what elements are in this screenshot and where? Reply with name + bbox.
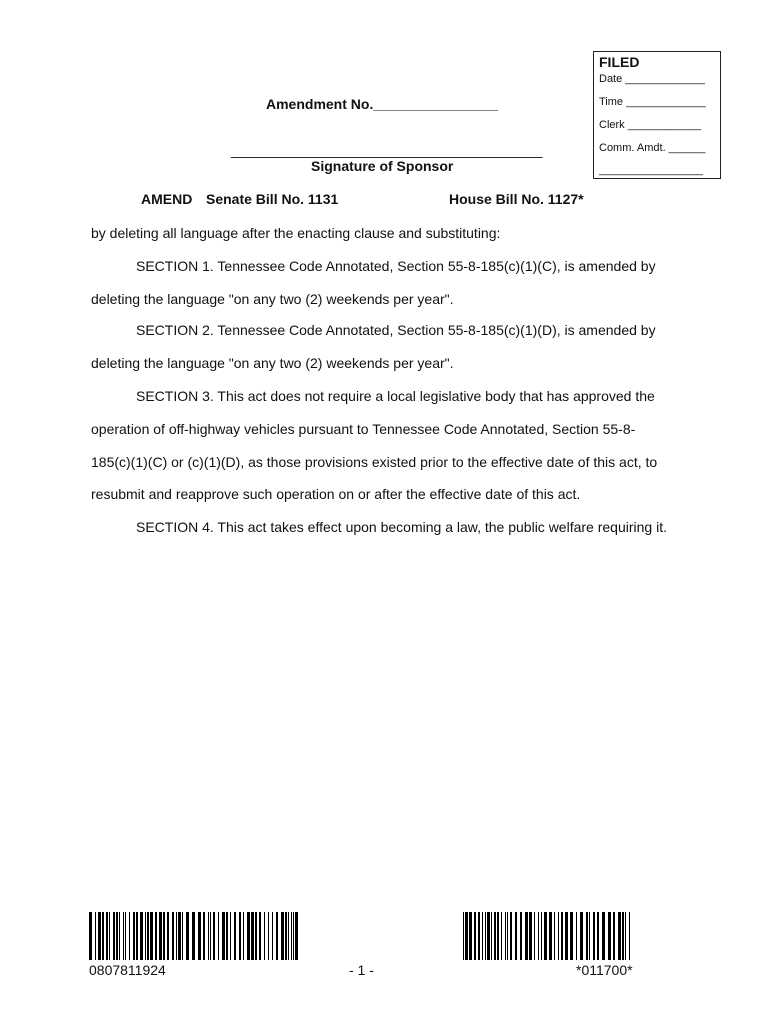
barcode-bar	[113, 912, 115, 960]
barcode-bar	[485, 912, 486, 960]
barcode-bar	[198, 912, 201, 960]
amend-label: AMEND	[141, 191, 193, 207]
barcode-bar	[98, 912, 101, 960]
barcode-bar	[463, 912, 464, 960]
filed-comm-amdt: Comm. Amdt. ______	[599, 142, 706, 154]
footer-right-code: *011700*	[576, 962, 633, 978]
barcode-left-image	[89, 912, 301, 960]
barcode-bar	[505, 912, 506, 960]
amendment-number: Amendment No.________________	[266, 96, 498, 112]
barcode-bar	[255, 912, 257, 960]
section-2-line-2: deleting the language "on any two (2) weekends per year".	[91, 355, 454, 371]
barcode-bar	[293, 912, 294, 960]
barcode-bar	[515, 912, 517, 960]
barcode-bar	[497, 912, 499, 960]
footer-left-code: 0807811924	[89, 962, 166, 978]
barcode-bar	[159, 912, 162, 960]
barcode-bar	[538, 912, 539, 960]
barcode-bar	[106, 912, 108, 960]
barcode-bar	[602, 912, 605, 960]
section-4-line-1: SECTION 4. This act takes effect upon becoming a law, the public welfare requiring it.	[136, 519, 667, 535]
barcode-bar	[465, 912, 468, 960]
barcode-bar	[291, 912, 292, 960]
barcode-bar	[155, 912, 157, 960]
barcode-bar	[494, 912, 496, 960]
barcode-bar	[618, 912, 621, 960]
section-2-line-1: SECTION 2. Tennessee Code Annotated, Section 55-8-185(c)(1)(D), is amended by	[136, 322, 656, 338]
senate-bill: Senate Bill No. 1131	[206, 191, 339, 207]
barcode-bar	[272, 912, 273, 960]
barcode-bar	[469, 912, 472, 960]
intro-text: by deleting all language after the enacting clause and substituting:	[91, 225, 501, 241]
barcode-bar	[491, 912, 492, 960]
barcode-bar	[544, 912, 547, 960]
barcode-bar	[554, 912, 555, 960]
barcode-bar	[140, 912, 143, 960]
barcode-bar	[150, 912, 153, 960]
page-number: - 1 -	[349, 962, 374, 978]
barcode-bar	[520, 912, 522, 960]
barcode-bar	[625, 912, 626, 960]
barcode-bar	[593, 912, 595, 960]
barcode-bar	[558, 912, 559, 960]
barcode-bar	[147, 912, 149, 960]
filed-blank-line: _________________	[599, 164, 704, 176]
barcode-bar	[125, 912, 126, 960]
barcode-bar	[230, 912, 231, 960]
barcode-bar	[482, 912, 483, 960]
barcode-right-image	[463, 912, 635, 960]
barcode-bar	[145, 912, 146, 960]
barcode-bar	[613, 912, 615, 960]
barcode-bar	[222, 912, 225, 960]
barcode-bar	[226, 912, 228, 960]
barcode-bar	[565, 912, 568, 960]
barcode-bar	[608, 912, 611, 960]
barcode-bar	[501, 912, 502, 960]
barcode-bar	[541, 912, 542, 960]
section-3-line-1: SECTION 3. This act does not require a local legislative body that has approved the	[136, 388, 655, 404]
barcode-bar	[119, 912, 120, 960]
barcode-bar	[576, 912, 577, 960]
barcode-bar	[95, 912, 96, 960]
barcode-bar	[478, 912, 480, 960]
filed-title: FILED	[599, 54, 640, 70]
barcode-bar	[178, 912, 181, 960]
barcode-bar	[586, 912, 588, 960]
barcode-bar	[89, 912, 92, 960]
barcode-bar	[549, 912, 552, 960]
barcode-bar	[210, 912, 211, 960]
barcode-bar	[172, 912, 174, 960]
barcode-bar	[525, 912, 528, 960]
barcode-bar	[268, 912, 269, 960]
barcode-bar	[510, 912, 512, 960]
barcode-bar	[102, 912, 104, 960]
barcode-bar	[629, 912, 630, 960]
barcode-bar	[259, 912, 261, 960]
barcode-bar	[295, 912, 298, 960]
section-3-line-4: resubmit and reapprove such operation on or after the effective date of this act.	[91, 486, 581, 502]
barcode-bar	[589, 912, 590, 960]
barcode-bar	[192, 912, 195, 960]
filed-clerk: Clerk ____________	[599, 119, 702, 131]
barcode-bar	[176, 912, 177, 960]
barcode-bar	[208, 912, 209, 960]
barcode-bar	[213, 912, 215, 960]
barcode-bar	[622, 912, 624, 960]
barcode-bar	[129, 912, 130, 960]
barcode-bar	[123, 912, 124, 960]
barcode-bar	[116, 912, 118, 960]
filed-date: Date _____________	[599, 73, 705, 85]
barcode-bar	[203, 912, 205, 960]
barcode-bar	[247, 912, 250, 960]
barcode-bar	[529, 912, 532, 960]
section-1-line-2: deleting the language "on any two (2) weekends per year".	[91, 291, 454, 307]
signature-label: Signature of Sponsor	[311, 158, 454, 174]
signature-line: ________________________________________	[231, 142, 543, 158]
section-3-line-2: operation of off-highway vehicles pursuant to Tennessee Code Annotated, Section 55-8-	[91, 421, 636, 437]
barcode-bar	[507, 912, 508, 960]
barcode-bar	[234, 912, 236, 960]
barcode-bar	[136, 912, 138, 960]
barcode-bar	[285, 912, 287, 960]
barcode-bar	[243, 912, 244, 960]
barcode-bar	[276, 912, 278, 960]
barcode-bar	[264, 912, 265, 960]
barcode-bar	[182, 912, 183, 960]
barcode-bar	[186, 912, 189, 960]
section-1-line-1: SECTION 1. Tennessee Code Annotated, Section 55-8-185(c)(1)(C), is amended by	[136, 258, 656, 274]
barcode-bar	[474, 912, 476, 960]
barcode-bar	[487, 912, 490, 960]
filed-stamp-box	[593, 51, 721, 179]
barcode-bar	[251, 912, 254, 960]
barcode-bar	[288, 912, 289, 960]
barcode-bar	[580, 912, 583, 960]
barcode-bar	[534, 912, 535, 960]
section-3-line-3: 185(c)(1)(C) or (c)(1)(D), as those provisions existed prior to the effective date of this act, to	[91, 454, 658, 470]
barcode-bar	[570, 912, 573, 960]
house-bill: House Bill No. 1127*	[449, 191, 584, 207]
barcode-bar	[109, 912, 110, 960]
filed-time: Time _____________	[599, 96, 706, 108]
barcode-bar	[163, 912, 165, 960]
barcode-bar	[167, 912, 169, 960]
barcode-bar	[281, 912, 284, 960]
barcode-bar	[218, 912, 219, 960]
barcode-bar	[597, 912, 599, 960]
barcode-bar	[239, 912, 241, 960]
barcode-bar	[133, 912, 135, 960]
barcode-bar	[561, 912, 563, 960]
